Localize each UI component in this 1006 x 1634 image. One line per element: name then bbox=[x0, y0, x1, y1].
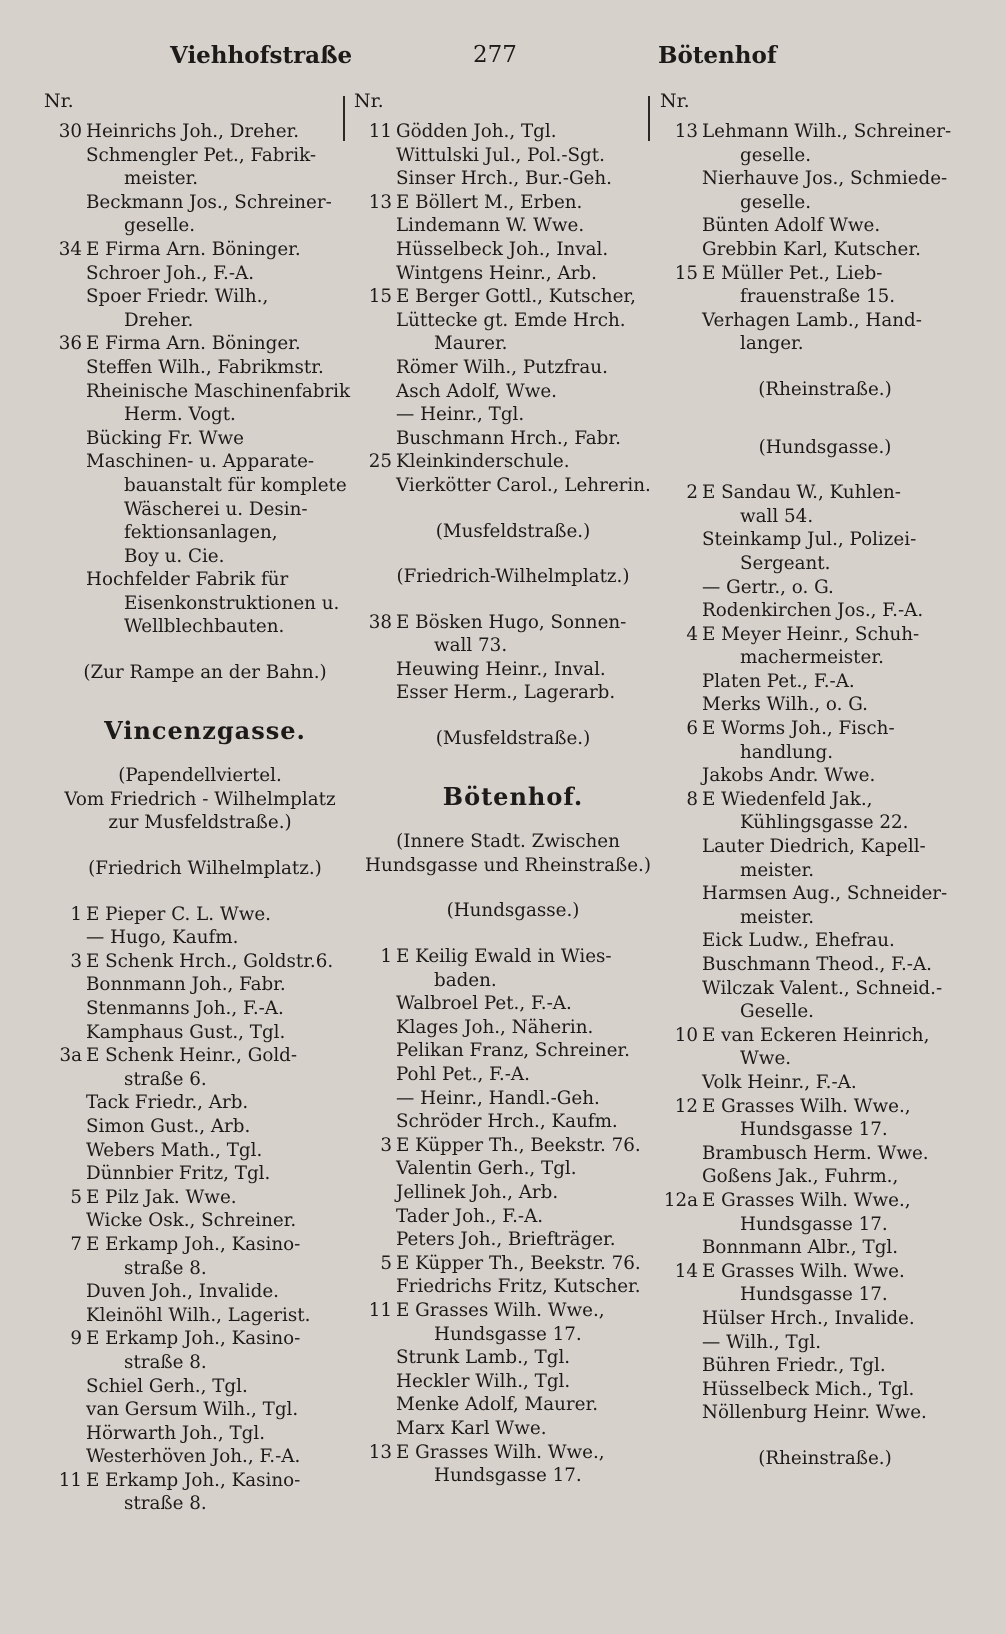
list-item: Steffen Wilh., Fabrikmstr. bbox=[86, 356, 324, 378]
list-item: straße 8. bbox=[124, 1493, 207, 1515]
entry-text: E Berger Gottl., Kutscher, bbox=[396, 286, 636, 308]
list-item: Hüsselbeck Joh., Inval. bbox=[396, 238, 609, 260]
list-item: Hundsgasse 17. bbox=[740, 1119, 888, 1141]
house-number: 1 bbox=[70, 903, 82, 925]
house-number: 5 bbox=[380, 1252, 392, 1274]
list-item: Strunk Lamb., Tgl. bbox=[396, 1347, 571, 1369]
entry-text: E Firma Arn. Böninger. bbox=[86, 333, 301, 355]
list-item: meister. bbox=[124, 168, 199, 190]
cross-street: (Friedrich Wilhelmplatz.) bbox=[88, 858, 322, 880]
list-item: Menke Adolf, Maurer. bbox=[396, 1394, 599, 1416]
entry-text: E van Eckeren Heinrich, bbox=[702, 1024, 930, 1046]
list-item: Hörwarth Joh., Tgl. bbox=[86, 1422, 266, 1444]
house-number: 34 bbox=[58, 238, 82, 260]
list-item: Wicke Osk., Schreiner. bbox=[86, 1210, 297, 1232]
list-item: Hundsgasse 17. bbox=[434, 1323, 582, 1345]
running-head bbox=[0, 42, 1006, 82]
list-item: Stenmanns Joh., F.-A. bbox=[86, 998, 284, 1019]
house-number: 11 bbox=[368, 1299, 392, 1321]
cross-street: (Zur Rampe an der Bahn.) bbox=[83, 662, 327, 684]
house-number: 11 bbox=[368, 121, 392, 142]
list-item: Asch Adolf, Wwe. bbox=[396, 380, 557, 402]
list-item: Kühlingsgasse 22. bbox=[740, 812, 909, 834]
house-number: 11 bbox=[58, 1469, 82, 1491]
page-number: 277 bbox=[473, 42, 517, 68]
list-item: Boy u. Cie. bbox=[124, 545, 225, 567]
list-item: Schroer Joh., F.-A. bbox=[86, 262, 255, 284]
entry-text: E Grasses Wilh. Wwe., bbox=[702, 1189, 911, 1211]
list-item: wall 54. bbox=[740, 505, 814, 527]
house-number: 3 bbox=[70, 950, 82, 972]
list-item bbox=[44, 1044, 346, 1068]
list-item: Wilczak Valent., Schneid.- bbox=[702, 977, 943, 999]
list-item bbox=[354, 285, 652, 309]
cross-street: (Musfeldstraße.) bbox=[435, 520, 591, 542]
list-item: Tack Friedr., Arb. bbox=[86, 1092, 249, 1114]
nr-label: Nr. bbox=[354, 90, 384, 112]
house-number: 6 bbox=[686, 718, 698, 740]
list-item: Schiel Gerh., Tgl. bbox=[86, 1375, 248, 1397]
list-item: Heckler Wilh., Tgl. bbox=[396, 1370, 571, 1392]
list-item: Nierhauve Jos., Schmiede- bbox=[702, 168, 948, 190]
house-number: 25 bbox=[368, 451, 392, 473]
list-item: Simon Gust., Arb. bbox=[86, 1115, 251, 1137]
list-item: Beckmann Jos., Schreiner- bbox=[86, 191, 332, 213]
list-item: — Heinr., Handl.-Geh. bbox=[396, 1087, 600, 1109]
list-item: Webers Math., Tgl. bbox=[86, 1139, 263, 1161]
list-item: geselle. bbox=[740, 191, 812, 213]
list-item: Nöllenburg Heinr. Wwe. bbox=[702, 1402, 927, 1424]
list-item bbox=[354, 1252, 652, 1276]
list-item bbox=[660, 481, 970, 505]
entry-text: Kleinkinderschule. bbox=[396, 451, 570, 473]
list-item bbox=[354, 945, 652, 969]
list-item bbox=[660, 262, 970, 286]
list-item: Bünten Adolf Wwe. bbox=[702, 215, 881, 237]
list-item bbox=[354, 1441, 652, 1465]
entry-text: E Grasses Wilh. Wwe., bbox=[702, 1095, 911, 1117]
street-heading: Vincenzgasse. bbox=[104, 715, 306, 745]
list-item: Maschinen- u. Apparate- bbox=[86, 451, 315, 473]
house-number: 2 bbox=[686, 482, 698, 504]
list-item: Harmsen Aug., Schneider- bbox=[702, 883, 948, 905]
cross-street: (Musfeldstraße.) bbox=[435, 728, 591, 750]
list-item bbox=[660, 120, 970, 144]
list-item: Tader Joh., F.-A. bbox=[396, 1205, 544, 1227]
list-item: geselle. bbox=[740, 144, 812, 166]
list-item: — Gertr., o. G. bbox=[702, 576, 834, 598]
list-item: langer. bbox=[740, 333, 804, 355]
list-item: Sinser Hrch., Bur.-Geh. bbox=[396, 168, 612, 190]
list-item bbox=[660, 1189, 970, 1213]
street-description: Hundsgasse und Rheinstraße.) bbox=[365, 854, 651, 876]
list-item: Hüsselbeck Mich., Tgl. bbox=[702, 1378, 915, 1400]
list-item: Lauter Diedrich, Kapell- bbox=[702, 836, 926, 858]
list-item: Westerhöven Joh., F.-A. bbox=[86, 1446, 301, 1468]
house-number: 13 bbox=[674, 121, 698, 142]
entry-text: E Küpper Th., Beekstr. 76. bbox=[396, 1134, 641, 1156]
list-item: Schröder Hrch., Kaufm. bbox=[396, 1111, 618, 1133]
list-item: Dünnbier Fritz, Tgl. bbox=[86, 1163, 271, 1185]
house-number: 13 bbox=[368, 191, 392, 213]
list-item: straße 6. bbox=[124, 1068, 207, 1090]
list-item: Buschmann Hrch., Fabr. bbox=[396, 427, 621, 449]
list-item: Pohl Pet., F.-A. bbox=[396, 1064, 530, 1085]
list-item: Wwe. bbox=[740, 1048, 792, 1070]
house-number: 4 bbox=[686, 623, 698, 645]
list-item bbox=[44, 1327, 346, 1351]
list-item bbox=[44, 903, 346, 927]
list-item: Geselle. bbox=[740, 1001, 814, 1023]
house-number: 36 bbox=[58, 333, 82, 355]
list-item: meister. bbox=[740, 906, 815, 928]
entry-text: E Pieper C. L. Wwe. bbox=[86, 903, 271, 925]
list-item bbox=[660, 788, 970, 812]
list-item: Spoer Friedr. Wilh., bbox=[86, 286, 269, 308]
house-number: 15 bbox=[674, 262, 698, 284]
list-item: Kleinöhl Wilh., Lagerist. bbox=[86, 1304, 311, 1326]
list-item bbox=[660, 717, 970, 741]
list-item: Vierkötter Carol., Lehrerin. bbox=[396, 474, 651, 496]
list-item: Eisenkonstruktionen u. bbox=[124, 592, 340, 614]
entry-text: Gödden Joh., Tgl. bbox=[396, 121, 557, 142]
entry-text: E Grasses Wilh. Wwe., bbox=[396, 1299, 605, 1321]
entry-text: E Sandau W., Kuhlen- bbox=[702, 482, 901, 504]
list-item bbox=[660, 623, 970, 647]
list-item bbox=[354, 450, 652, 474]
list-item: Hülser Hrch., Invalide. bbox=[702, 1307, 915, 1329]
street-heading: Bötenhof. bbox=[442, 781, 584, 811]
list-item: Friedrichs Fritz, Kutscher. bbox=[396, 1276, 641, 1298]
list-item: Hundsgasse 17. bbox=[740, 1284, 888, 1306]
house-number: 30 bbox=[58, 121, 82, 142]
list-item: Wittulski Jul., Pol.-Sgt. bbox=[396, 144, 605, 166]
list-item bbox=[660, 1260, 970, 1284]
house-number: 12a bbox=[663, 1189, 698, 1211]
left-street-title: Viehhofstraße bbox=[170, 42, 353, 69]
column-left bbox=[44, 90, 351, 1550]
house-number: 7 bbox=[70, 1233, 82, 1255]
street-description: (Innere Stadt. Zwischen bbox=[396, 831, 620, 853]
entry-text: E Erkamp Joh., Kasino- bbox=[86, 1469, 301, 1491]
list-item: straße 8. bbox=[124, 1351, 207, 1373]
list-item: Maurer. bbox=[434, 333, 508, 355]
list-item: Bonnmann Joh., Fabr. bbox=[86, 974, 286, 996]
cross-street: (Rheinstraße.) bbox=[758, 1447, 892, 1469]
list-item: Heuwing Heinr., Inval. bbox=[396, 658, 606, 680]
list-item bbox=[44, 332, 346, 356]
cross-street: (Friedrich-Wilhelmplatz.) bbox=[396, 566, 630, 588]
entry-text: E Müller Pet., Lieb- bbox=[702, 262, 883, 284]
list-item: Rodenkirchen Jos., F.-A. bbox=[702, 600, 924, 622]
nr-label: Nr. bbox=[660, 90, 690, 112]
list-item: van Gersum Wilh., Tgl. bbox=[86, 1399, 299, 1421]
list-item: Jakobs Andr. Wwe. bbox=[702, 765, 876, 787]
list-item bbox=[354, 1299, 652, 1323]
list-item: Merks Wilh., o. G. bbox=[702, 694, 868, 716]
right-street-title: Bötenhof bbox=[658, 42, 777, 69]
list-item: — Hugo, Kaufm. bbox=[86, 927, 239, 949]
list-item bbox=[660, 1095, 970, 1119]
column-right bbox=[660, 90, 970, 1550]
list-item bbox=[44, 1469, 346, 1493]
list-item: Jellinek Joh., Arb. bbox=[396, 1181, 559, 1203]
entry-text: E Grasses Wilh. Wwe., bbox=[396, 1441, 605, 1463]
list-item: Bonnmann Albr., Tgl. bbox=[702, 1237, 899, 1259]
house-number: 5 bbox=[70, 1186, 82, 1208]
list-item: Wintgens Heinr., Arb. bbox=[396, 262, 597, 284]
cross-street: (Rheinstraße.) bbox=[758, 378, 892, 400]
list-item: Bühren Friedr., Tgl. bbox=[702, 1355, 886, 1377]
cross-street: (Hundsgasse.) bbox=[446, 900, 580, 922]
list-item: Hochfelder Fabrik für bbox=[86, 569, 289, 591]
list-item: Herm. Vogt. bbox=[124, 404, 236, 426]
list-item: Buschmann Theod., F.-A. bbox=[702, 954, 932, 975]
list-item: Kamphaus Gust., Tgl. bbox=[86, 1021, 286, 1043]
list-item bbox=[354, 611, 652, 635]
list-item: Bücking Fr. Wwe bbox=[86, 427, 244, 449]
list-item: Hundsgasse 17. bbox=[740, 1213, 888, 1235]
list-item bbox=[660, 1024, 970, 1048]
list-item: Goßens Jak., Fuhrm., bbox=[702, 1166, 899, 1188]
list-item bbox=[44, 950, 346, 974]
list-item: Duven Joh., Invalide. bbox=[86, 1281, 279, 1303]
list-item: fektionsanlagen, bbox=[124, 522, 278, 544]
list-item bbox=[354, 1134, 652, 1158]
street-description: Vom Friedrich - Wilhelmplatz bbox=[64, 788, 336, 810]
list-item: Volk Heinr., F.-A. bbox=[702, 1071, 857, 1093]
nr-label: Nr. bbox=[44, 90, 74, 112]
list-item: geselle. bbox=[124, 215, 196, 237]
house-number: 8 bbox=[686, 788, 698, 810]
entry-text: E Schenk Heinr., Gold- bbox=[86, 1045, 298, 1067]
list-item bbox=[44, 1186, 346, 1210]
list-item bbox=[354, 120, 652, 144]
entry-text: E Erkamp Joh., Kasino- bbox=[86, 1328, 301, 1350]
house-number: 3 bbox=[380, 1134, 392, 1156]
house-number: 10 bbox=[674, 1024, 698, 1046]
entry-text: Heinrichs Joh., Dreher. bbox=[86, 121, 300, 142]
list-item: Grebbin Karl, Kutscher. bbox=[702, 238, 921, 260]
list-item: Römer Wilh., Putzfrau. bbox=[396, 356, 608, 378]
entry-text: Lehmann Wilh., Schreiner- bbox=[702, 121, 952, 142]
list-item: Sergeant. bbox=[740, 552, 831, 574]
list-item: straße 8. bbox=[124, 1257, 207, 1279]
house-number: 3a bbox=[59, 1045, 82, 1067]
list-item: wall 73. bbox=[434, 635, 508, 657]
entry-text: E Worms Joh., Fisch- bbox=[702, 718, 895, 740]
list-item: Esser Herm., Lagerarb. bbox=[396, 682, 616, 704]
entry-text: E Schenk Hrch., Goldstr.6. bbox=[86, 950, 334, 972]
list-item: bauanstalt für komplete bbox=[124, 474, 347, 496]
list-item: Lüttecke gt. Emde Hrch. bbox=[396, 309, 626, 331]
entry-text: E Grasses Wilh. Wwe. bbox=[702, 1260, 905, 1282]
list-item: machermeister. bbox=[740, 647, 884, 669]
list-item bbox=[354, 191, 652, 215]
list-item: Pelikan Franz, Schreiner. bbox=[396, 1040, 630, 1062]
entry-text: E Meyer Heinr., Schuh- bbox=[702, 623, 920, 645]
list-item: Valentin Gerh., Tgl. bbox=[396, 1158, 577, 1180]
list-item: Klages Joh., Näherin. bbox=[396, 1016, 594, 1038]
entry-text: E Firma Arn. Böninger. bbox=[86, 238, 301, 260]
house-number: 14 bbox=[674, 1260, 698, 1282]
list-item: Steinkamp Jul., Polizei- bbox=[702, 529, 917, 551]
list-item: Marx Karl Wwe. bbox=[396, 1417, 547, 1439]
list-item: Wellblechbauten. bbox=[124, 616, 285, 638]
list-item: Hundsgasse 17. bbox=[434, 1465, 582, 1487]
list-item: frauenstraße 15. bbox=[740, 286, 896, 308]
list-item: baden. bbox=[434, 969, 497, 991]
house-number: 38 bbox=[368, 611, 392, 633]
list-item: — Wilh., Tgl. bbox=[702, 1331, 822, 1353]
house-number: 12 bbox=[674, 1095, 698, 1117]
list-item bbox=[44, 1233, 346, 1257]
entry-text: E Wiedenfeld Jak., bbox=[702, 788, 873, 810]
list-item: Schmengler Pet., Fabrik- bbox=[86, 144, 317, 166]
list-item: — Heinr., Tgl. bbox=[396, 404, 525, 426]
house-number: 15 bbox=[368, 286, 392, 308]
list-item: Wäscherei u. Desin- bbox=[124, 498, 308, 520]
entry-text: E Pilz Jak. Wwe. bbox=[86, 1186, 237, 1208]
list-item: Rheinische Maschinenfabrik bbox=[86, 380, 351, 402]
list-item: Walbroel Pet., F.-A. bbox=[396, 993, 572, 1015]
entry-text: E Küpper Th., Beekstr. 76. bbox=[396, 1252, 641, 1274]
list-item: Brambusch Herm. Wwe. bbox=[702, 1142, 929, 1164]
cross-street: (Hundsgasse.) bbox=[758, 436, 892, 458]
entry-text: E Erkamp Joh., Kasino- bbox=[86, 1233, 301, 1255]
list-item: Dreher. bbox=[124, 309, 194, 331]
list-item: Lindemann W. Wwe. bbox=[396, 215, 585, 237]
house-number: 9 bbox=[70, 1328, 82, 1350]
entry-text: E Böllert M., Erben. bbox=[396, 191, 583, 213]
list-item: Platen Pet., F.-A. bbox=[702, 670, 855, 692]
list-item: meister. bbox=[740, 859, 815, 881]
list-item: handlung. bbox=[740, 741, 834, 763]
house-number: 1 bbox=[380, 946, 392, 968]
entry-text: E Keilig Ewald in Wies- bbox=[396, 946, 612, 968]
street-description: zur Musfeldstraße.) bbox=[108, 812, 292, 834]
street-description: (Papendellviertel. bbox=[118, 765, 282, 787]
house-number: 13 bbox=[368, 1441, 392, 1463]
list-item bbox=[44, 120, 346, 144]
column-middle bbox=[354, 90, 652, 1550]
list-item bbox=[44, 238, 346, 262]
list-item: Verhagen Lamb., Hand- bbox=[702, 309, 922, 331]
entry-text: E Bösken Hugo, Sonnen- bbox=[396, 611, 627, 633]
list-item: Eick Ludw., Ehefrau. bbox=[702, 930, 895, 952]
list-item: Peters Joh., Briefträger. bbox=[396, 1229, 616, 1251]
